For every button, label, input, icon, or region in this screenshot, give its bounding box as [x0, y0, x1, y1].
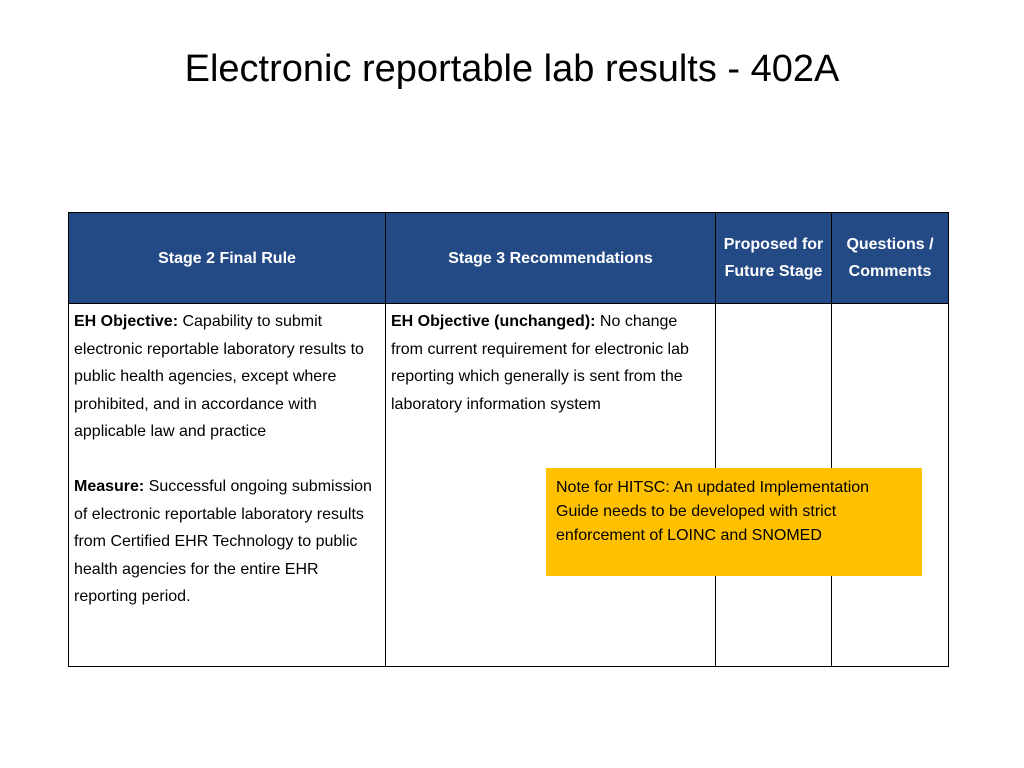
slide-title: Electronic reportable lab results - 402A [184, 48, 840, 90]
stage2-measure-label: Measure: [74, 478, 145, 495]
stage2-objective [74, 308, 380, 446]
header-future-stage: Proposed for Future Stage [716, 213, 832, 304]
paragraph-gap [74, 446, 380, 474]
table-header-row [69, 213, 949, 304]
stage2-measure [74, 473, 380, 611]
stage2-objective-label: EH Objective: [74, 313, 179, 330]
stage3-objective-label: EH Objective (unchanged): [391, 313, 596, 330]
header-stage2: Stage 2 Final Rule [69, 213, 386, 304]
cell-stage2 [69, 304, 386, 667]
header-stage3: Stage 3 Recommendations [386, 213, 716, 304]
stage3-objective-text: No change from current requirement for electronic lab reporting which generally is sent from the laboratory information system [391, 313, 689, 413]
hitsc-note-callout: Note for HITSC: An updated Implementation Guide needs to be developed with strict enforcement of LOINC and SNOMED [546, 468, 922, 576]
requirements-table [68, 212, 949, 667]
header-questions-comments: Questions / Comments [832, 213, 949, 304]
stage2-measure-text: Successful ongoing submission of electronic reportable laboratory results from Certified EHR Technology to public health agencies for the entire EHR reporting period. [74, 478, 372, 605]
stage3-objective [391, 308, 710, 418]
stage2-objective-text: Capability to submit electronic reportable laboratory results to public health agencies, except where prohibited, and in accordance with applicable law and practice [74, 313, 364, 440]
